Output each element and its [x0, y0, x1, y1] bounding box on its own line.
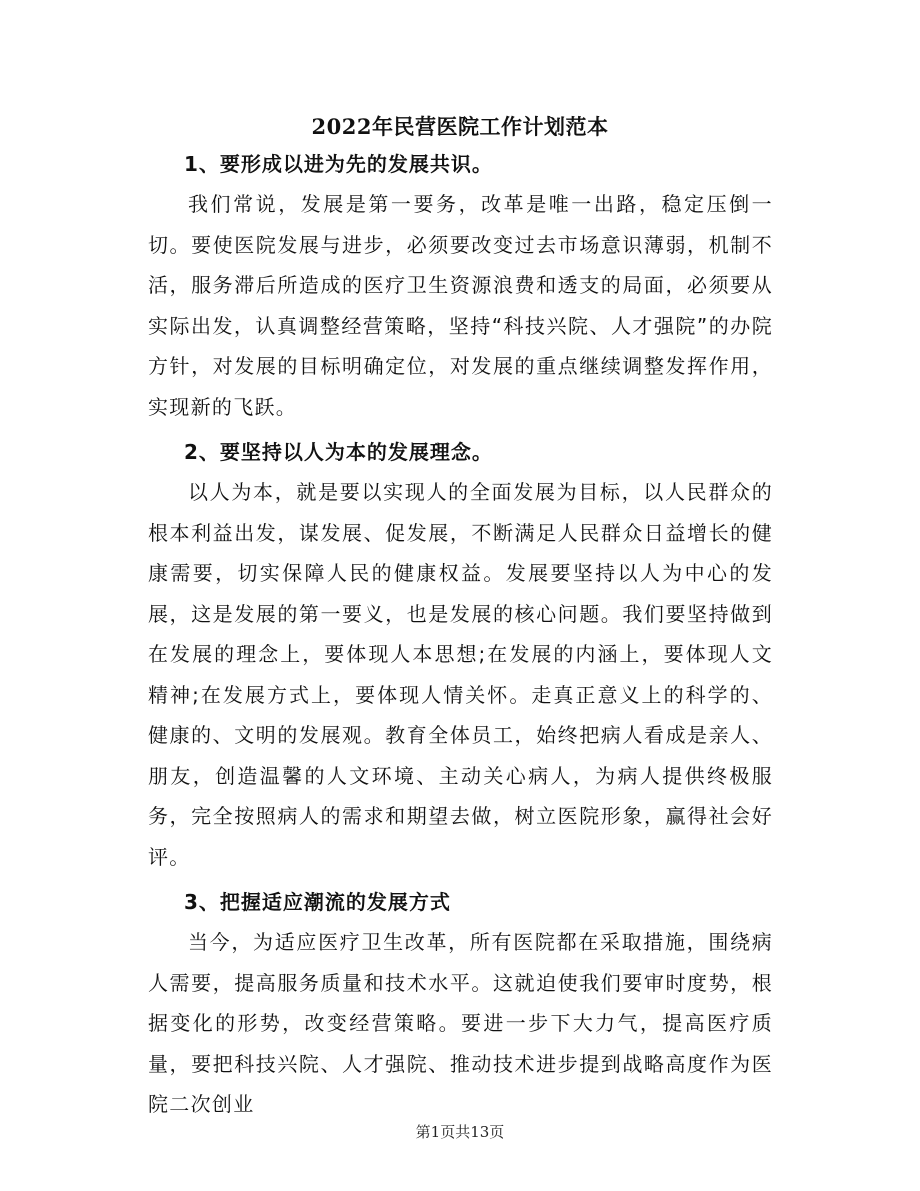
section-1 — [148, 144, 773, 427]
document-title: 2022年民营医院工作计划范本 — [311, 114, 609, 139]
section-3 — [148, 882, 773, 1125]
section-heading: 2、要坚持以人为本的发展理念。 — [184, 440, 493, 464]
section-paragraph: 我们常说，发展是第一要务，改革是唯一出路，稳定压倒一切。要使医院发展与进步，必须要改变过去市场意识薄弱，机制不活，服务滞后所造成的医疗卫生资源浪费和透支的局面，必须要从实际出发，认真调整经营策略，坚持“科技兴院、人才强院”的办院方针，对发展的目标明确定位，对发展的重点继续调整发挥作用，实现新的飞跃。 — [148, 192, 773, 419]
section-heading: 1、要形成以进为先的发展共识。 — [184, 152, 493, 176]
page-footer: 第1页共13页 — [415, 1123, 505, 1141]
section-2 — [148, 432, 773, 877]
section-heading: 3、把握适应潮流的发展方式 — [184, 890, 451, 914]
section-paragraph: 以人为本，就是要以实现人的全面发展为目标，以人民群众的根本利益出发，谋发展、促发展，不断满足人民群众日益增长的健康需要，切实保障人民的健康权益。发展要坚持以人为中心的发展，这是发展的第一要义，也是发展的核心问题。我们要坚持做到在发展的理念上，要体现人本思想;在发展的内涵上，要体现人文精神;在发展方式上，要体现人情关怀。走真正意义上的科学的、健康的、文明的发展观。教育全体员工，始终把病人看成是亲人、朋友，创造温馨的人文环境、主动关心病人，为病人提供终极服务，完全按照病人的需求和期望去做，树立医院形象，赢得社会好评。 — [148, 480, 773, 869]
document-body — [148, 144, 773, 1125]
section-paragraph: 当今，为适应医疗卫生改革，所有医院都在采取措施，围绕病人需要，提高服务质量和技术水平。这就迫使我们要审时度势，根据变化的形势，改变经营策略。要进一步下大力气，提高医疗质量，要把科技兴院、人才强院、推动技术进步提到战略高度作为医院二次创业 — [148, 930, 773, 1116]
